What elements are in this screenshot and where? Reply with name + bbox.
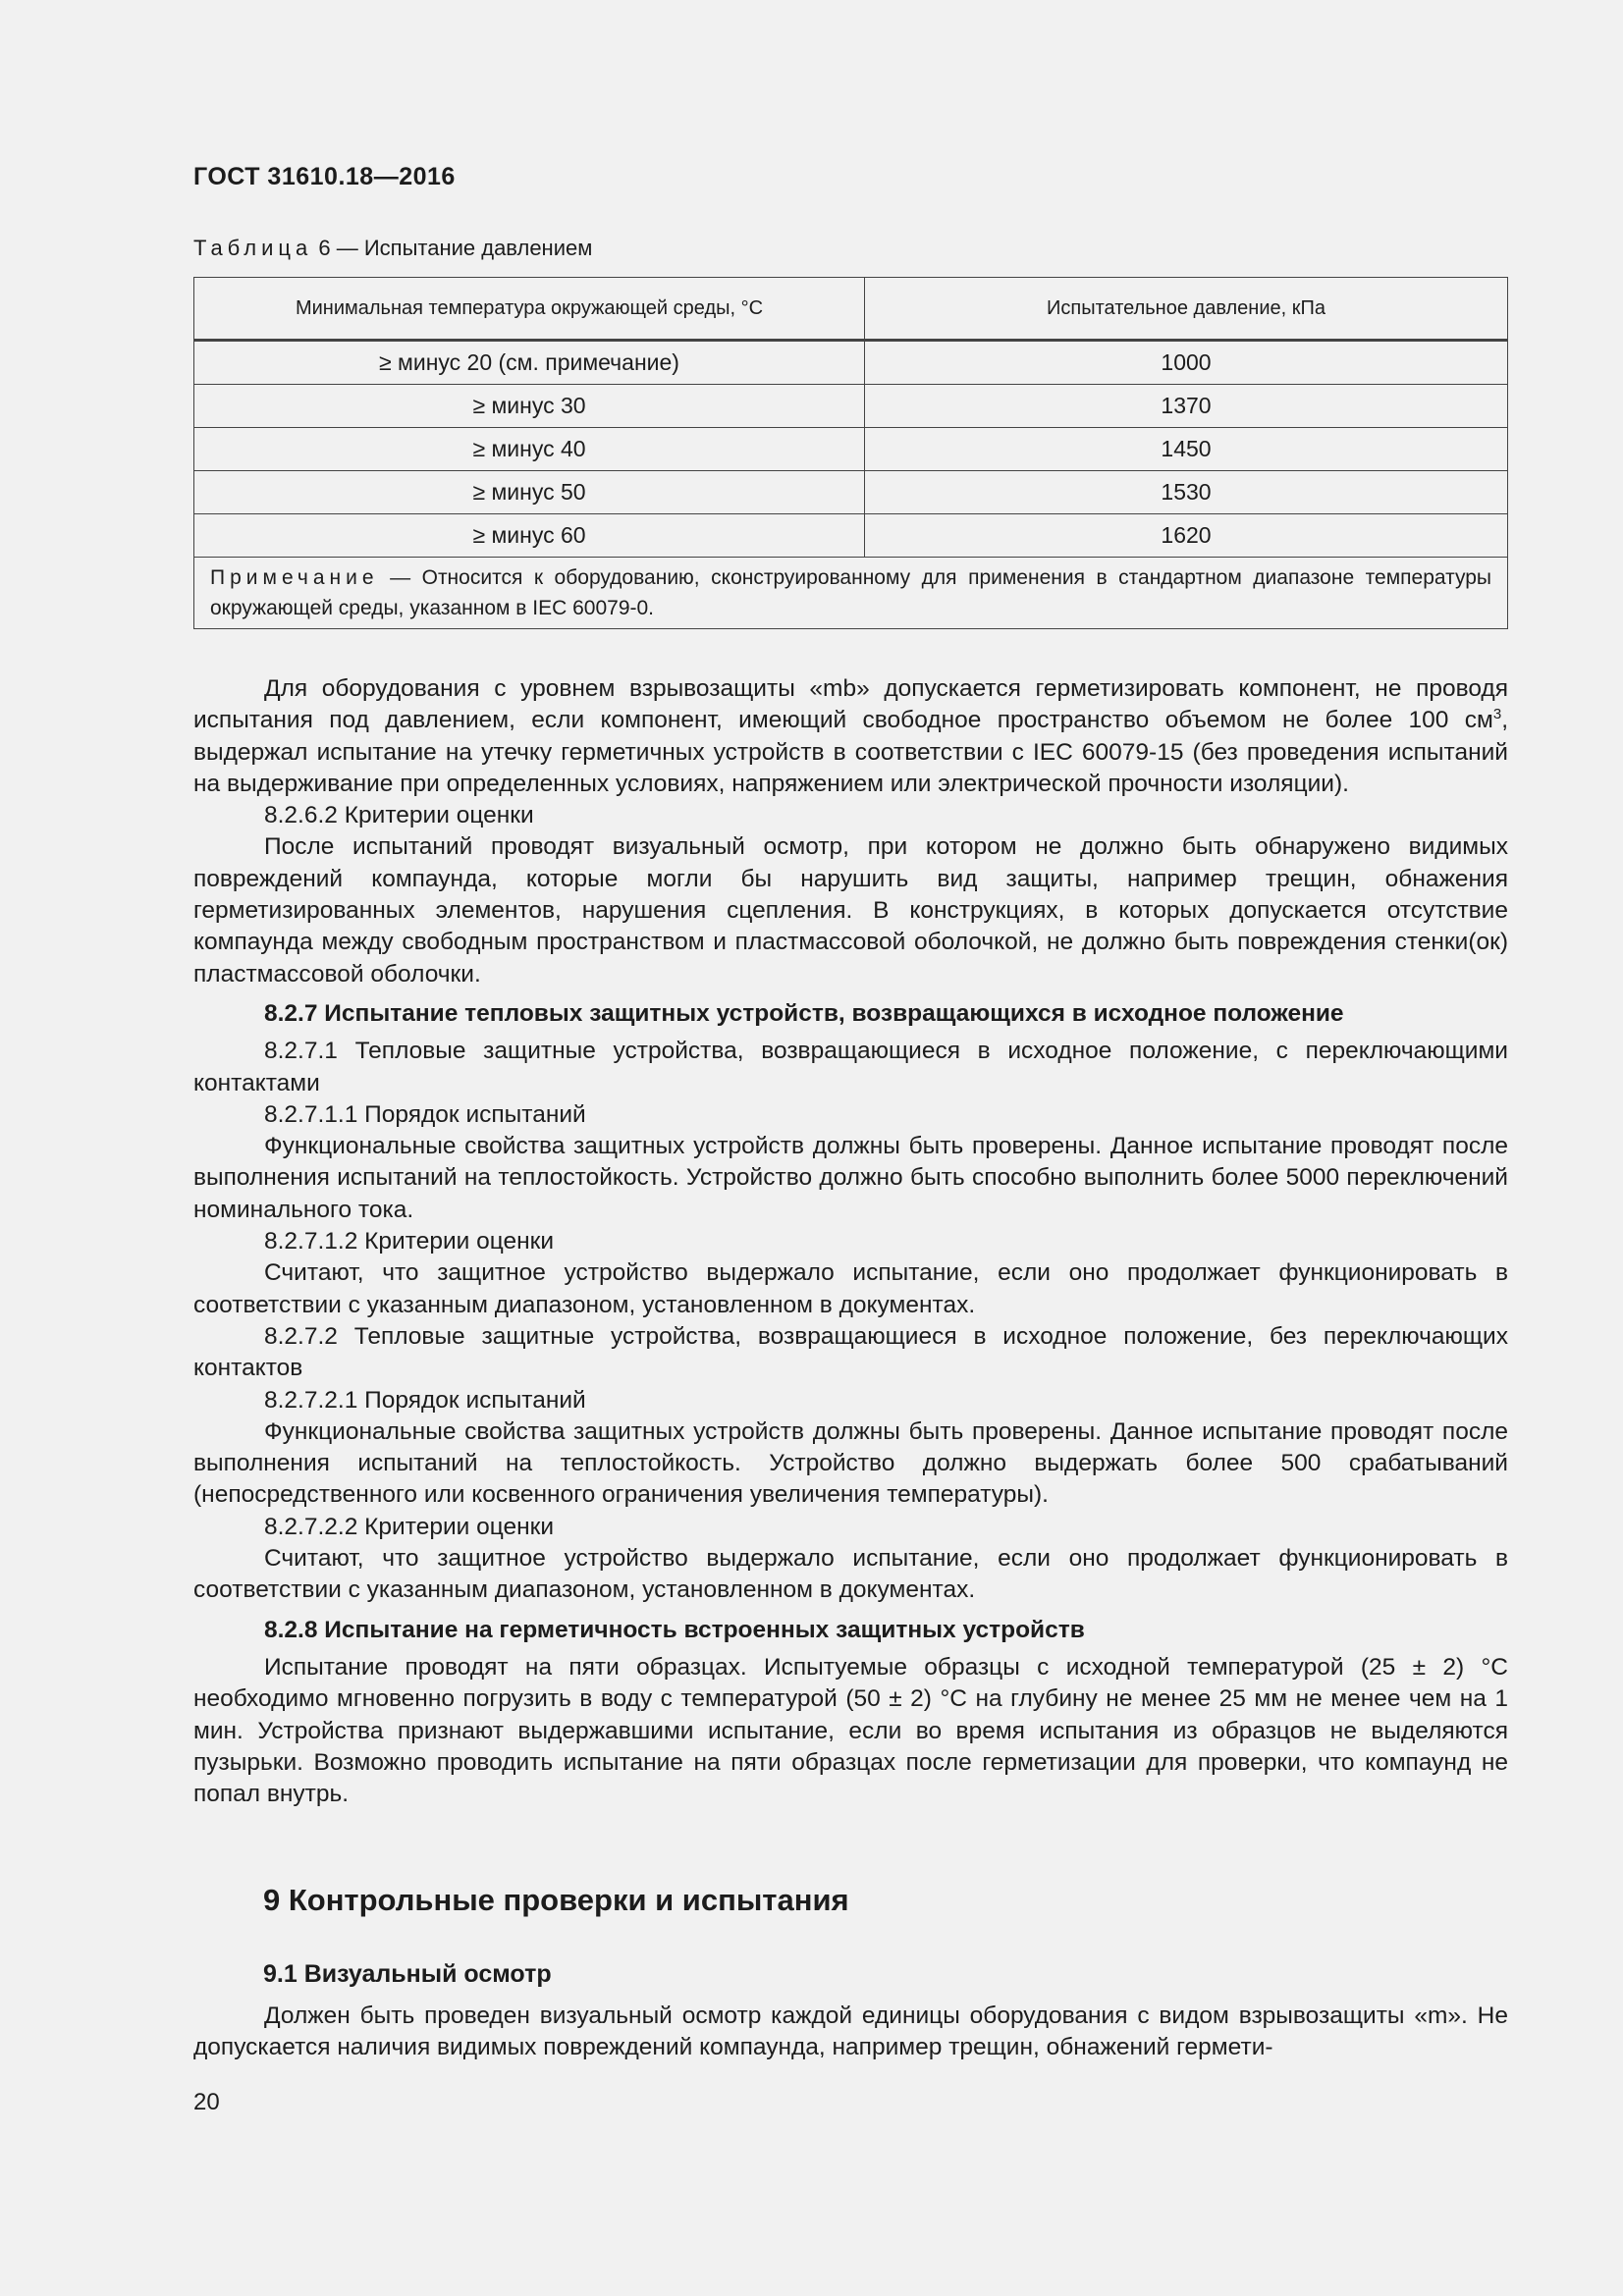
- heading-8-2-6-2: 8.2.6.2 Критерии оценки: [264, 802, 534, 829]
- heading-8-2-7-2-1: 8.2.7.2.1 Порядок испытаний: [264, 1386, 586, 1414]
- pressure-cell: 1000: [865, 341, 1508, 385]
- table-caption: [193, 236, 592, 261]
- section-9-1-title: 9.1 Визуальный осмотр: [263, 1960, 552, 1988]
- note-label: Примечание: [210, 566, 379, 589]
- pressure-test-table: [193, 277, 1508, 629]
- column-header-temperature: Минимальная температура окружающей среды, °С: [194, 278, 865, 341]
- paragraph-8-2-6-2: После испытаний проводят визуальный осмотр, при котором не должно быть обнаружено видимых повреждений компаунда, которые могли бы нарушить вид защиты, например трещин, обнажения герметизированных элементов, нарушения сцепления. В конструкциях, в которых допускается отсутствие компаунда между свободным пространством и пластмассовой оболочкой, не должно быть повреждения стенки(ок) пластмассовой оболочки.: [193, 833, 1508, 988]
- paragraph-8-2-7-1-2: Считают, что защитное устройство выдержало испытание, если оно продолжает функционировать в соответствии с указанным диапазоном, установленном в документах.: [193, 1259, 1508, 1318]
- pressure-cell: 1450: [865, 428, 1508, 471]
- heading-8-2-7-2-2: 8.2.7.2.2 Критерии оценки: [264, 1513, 555, 1540]
- document-header: ГОСТ 31610.18—2016: [193, 163, 456, 190]
- heading-8-2-7-1: 8.2.7.1 Тепловые защитные устройства, возвращающиеся в исходное положение, с переключающими контактами: [193, 1038, 1508, 1096]
- pressure-cell: 1370: [865, 385, 1508, 428]
- paragraph-8-2-7-2-2: Считают, что защитное устройство выдержало испытание, если оно продолжает функционировать в соответствии с указанным диапазоном, установленном в документах.: [193, 1545, 1508, 1604]
- paragraph-9-1: Должен быть проведен визуальный осмотр каждой единицы оборудования с видом взрывозащиты «m». Не допускается наличия видимых повреждений компаунда, например трещин, обнажений гермети-: [193, 2002, 1508, 2061]
- table-row: [194, 428, 1508, 471]
- temperature-cell: ≥ минус 60: [194, 514, 865, 558]
- temperature-cell: ≥ минус 50: [194, 471, 865, 514]
- note-text: — Относится к оборудованию, сконструированному для применения в стандартном диапазоне температуры окружающей среды, указанном в IEC 60079-0.: [210, 566, 1491, 619]
- body-text: [193, 673, 1508, 1810]
- temperature-cell: ≥ минус 30: [194, 385, 865, 428]
- table-row: [194, 385, 1508, 428]
- heading-8-2-7: 8.2.7 Испытание тепловых защитных устройств, возвращающихся в исходное положение: [264, 999, 1344, 1027]
- heading-8-2-8: 8.2.8 Испытание на герметичность встроенных защитных устройств: [264, 1616, 1085, 1643]
- pressure-cell: 1530: [865, 471, 1508, 514]
- table-header-row: [194, 278, 1508, 341]
- table-row: [194, 471, 1508, 514]
- heading-8-2-7-1-1: 8.2.7.1.1 Порядок испытаний: [264, 1100, 586, 1128]
- table-caption-title: 6 — Испытание давлением: [312, 236, 593, 260]
- paragraph-8-2-8: Испытание проводят на пяти образцах. Испытуемые образцы с исходной температурой (25 ± 2) °С необходимо мгновенно погрузить в воду с температурой (50 ± 2) °С на глубину не менее 25 мм не менее чем на 1 мин. Устройства признают выдержавшими испытание, если во время испытания из образцов не выделяются пузырьки. Возможно проводить испытание на пяти образцах после герметизации для проверки, что компаунд не попал внутрь.: [193, 1653, 1508, 1808]
- superscript: 3: [1492, 706, 1502, 723]
- page-number: 20: [193, 2089, 220, 2115]
- temperature-cell: ≥ минус 20 (см. примечание): [194, 341, 865, 385]
- paragraph-text: , выдержал испытание на утечку герметичных устройств в соответствии с IEC 60079-15 (без проведения испытаний на выдерживание при определенных условиях, напряжением или электрической прочности изоляции).: [193, 707, 1508, 797]
- paragraph-text: Для оборудования с уровнем взрывозащиты «mb» допускается герметизировать компонент, не проводя испытания под давлением, если компонент, имеющий свободное пространство объемом не более 100 см: [193, 675, 1508, 734]
- temperature-cell: ≥ минус 40: [194, 428, 865, 471]
- table-caption-word: Таблица: [193, 236, 313, 260]
- table-note: [194, 558, 1508, 629]
- column-header-pressure: Испытательное давление, кПа: [865, 278, 1508, 341]
- heading-8-2-7-1-2: 8.2.7.1.2 Критерии оценки: [264, 1228, 555, 1255]
- pressure-cell: 1620: [865, 514, 1508, 558]
- paragraph-8-2-7-1-1: Функциональные свойства защитных устройств должны быть проверены. Данное испытание проводят после выполнения испытаний на теплостойкость. Устройство должно быть способно выполнить более 5000 переключений номинального тока.: [193, 1133, 1508, 1223]
- table-note-row: [194, 558, 1508, 629]
- paragraph-mb-equipment: [193, 673, 1508, 800]
- table-row: [194, 341, 1508, 385]
- heading-8-2-7-2: 8.2.7.2 Тепловые защитные устройства, возвращающиеся в исходное положение, без переключающих контактов: [193, 1322, 1508, 1382]
- section-9-title: 9 Контрольные проверки и испытания: [263, 1883, 849, 1917]
- section-9-1-body: [193, 2001, 1508, 2064]
- paragraph-8-2-7-2-1: Функциональные свойства защитных устройств должны быть проверены. Данное испытание проводят после выполнения испытаний на теплостойкость. Устройство должно выдержать более 500 срабатываний (непосредственного или косвенного ограничения увеличения температуры).: [193, 1417, 1508, 1509]
- table-row: [194, 514, 1508, 558]
